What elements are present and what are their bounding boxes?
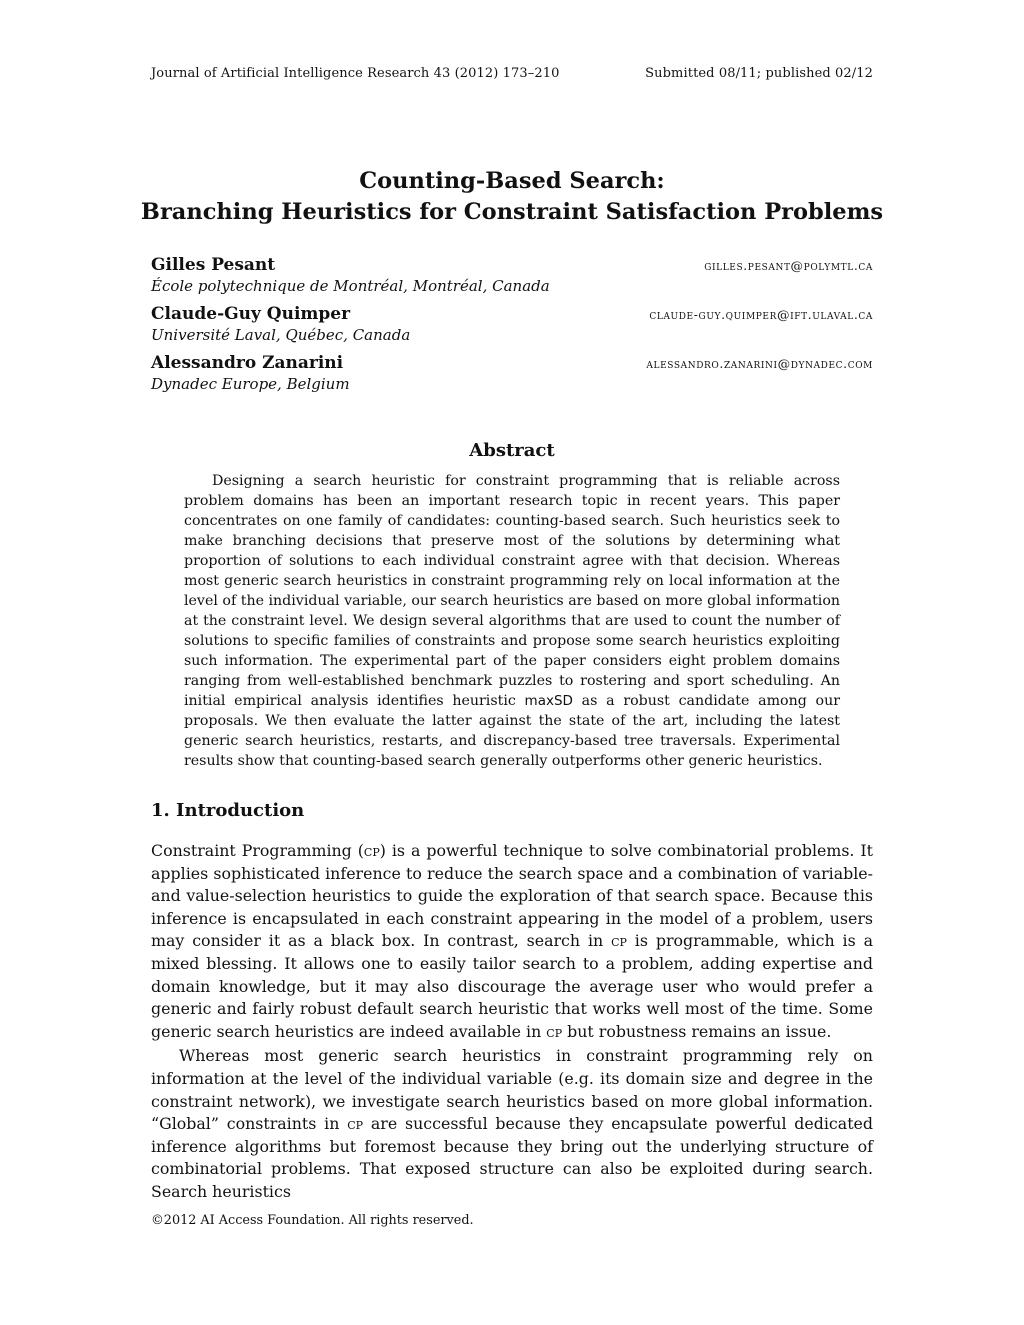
text-run: but robustness remains an issue.: [562, 1021, 832, 1041]
abstract-heading: Abstract: [469, 440, 555, 461]
author-block: [151, 303, 873, 345]
abstract-text-part: Designing a search heuristic for constraint programming that is reliable across problem domains has been an important research topic in recent years. This paper concentrates on one family of candidates: counting-based search. Such heuristics seek to make branching decisions that preserve most of the solutions by determining what proportion of solutions to each individual constraint agree with that decision. Whereas most generic search heuristics in constraint programming rely on local information at the level of the individual variable, our search heuristics are based on more global information at the constraint level. We design several algorithms that are used to count the number of solutions to specific families of constraints and propose some search heuristics exploiting such information. The experimental part of the paper considers eight problem domains ranging from well-established benchmark puzzles to rostering and sport scheduling. An initial empirical analysis identifies heuristic: [184, 473, 840, 709]
author-email: claude-guy.quimper@ift.ulaval.ca: [649, 307, 873, 322]
text-run: Constraint Programming (: [151, 841, 364, 860]
author-name: Alessandro Zanarini: [151, 353, 344, 373]
author-affiliation: Dynadec Europe, Belgium: [151, 375, 350, 393]
paragraph: [151, 1045, 873, 1203]
acronym: cp: [546, 1021, 563, 1041]
copyright-footnote: ©2012 AI Access Foundation. All rights reserved.: [151, 1213, 474, 1228]
author-affiliation: École polytechnique de Montréal, Montréal, Canada: [151, 277, 550, 295]
author-name: Gilles Pesant: [151, 255, 276, 275]
acronym: cp: [611, 931, 627, 951]
section-body: [151, 840, 873, 1204]
author-email: gilles.pesant@polymtl.ca: [704, 258, 873, 273]
journal-citation: Journal of Artificial Intelligence Research 43 (2012) 173–210: [151, 66, 560, 81]
title-line-1: Counting-Based Search:: [359, 168, 665, 194]
title-line-2: Branching Heuristics for Constraint Satisfaction Problems: [140, 199, 884, 225]
running-head: [151, 66, 873, 81]
abstract-text-part: as a robust candidate among our proposals. We then evaluate the latter against the state of the art, including the latest generic search heuristics, restarts, and discrepancy-based tree traversals. Experimental results show that counting-based search generally outperforms other generic heuristics.: [184, 693, 840, 769]
text-run: are successful because they encapsulate powerful dedicated inference algorithms but foremost because they bring out the underlying structure of combinatorial problems. That exposed structure can also be exploited during search. Search heuristics: [151, 1114, 874, 1201]
author-list: [151, 254, 873, 401]
author-block: [151, 254, 873, 296]
author-affiliation: Université Laval, Québec, Canada: [151, 326, 411, 344]
text-run: ) is a powerful technique to solve combinatorial problems. It applies sophisticated inference to reduce the search space and a combination of variable- and value-selection heuristics to guide the exploration of that search space. Because this inference is encapsulated in each constraint appearing in the model of a problem, users may consider it as a black box. In contrast, search in: [151, 841, 873, 951]
submission-dates: Submitted 08/11; published 02/12: [645, 66, 873, 81]
author-name: Claude-Guy Quimper: [151, 304, 351, 324]
paper-title: [100, 166, 924, 228]
author-block: [151, 352, 873, 394]
acronym: cp: [363, 841, 380, 860]
text-run: is programmable, which is a mixed blessing. It allows one to easily tailor search to a problem, adding expertise and domain knowledge, but it may also discourage the average user who would prefer a generic and fairly robust default search heuristic that works well most of the time. Some generic search heuristics are indeed available in: [151, 931, 874, 1041]
section-heading: 1. Introduction: [151, 800, 305, 821]
paragraph: [151, 840, 873, 1043]
abstract-text: [184, 471, 840, 771]
heuristic-name: maxSD: [524, 693, 573, 709]
acronym: cp: [347, 1114, 364, 1134]
author-email: alessandro.zanarini@dynadec.com: [646, 356, 873, 371]
text-run: Whereas most generic search heuristics in constraint programming rely on information at the level of the individual variable (e.g. its domain size and degree in the constraint network), we investigate search heuristics based on more global information. “Global” constraints in: [151, 1046, 873, 1134]
